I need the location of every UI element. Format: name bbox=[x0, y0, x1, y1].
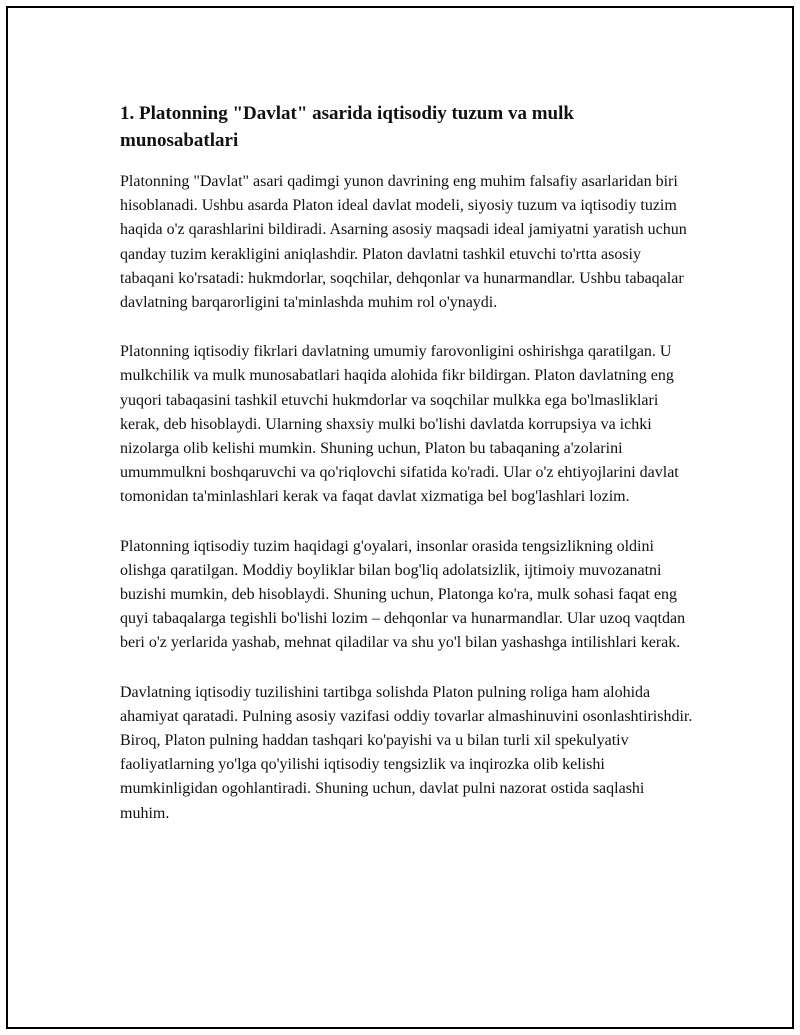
page-frame bbox=[6, 6, 794, 1029]
paragraph-2: Platonning iqtisodiy fikrlari davlatning umumiy farovonligini oshirishga qaratilgan. U mulkchilik va mulk munosabatlari haqida alohida fikr bildirgan. Platon davlatning eng yuqori tabaqasini tashkil etuvchi hukmdorlar va soqchilar mulkka ega bo'lmasliklari kerak, deb hisoblaydi. Ularning shaxsiy mulki bo'lishi davlatda korrupsiya va ichki nizolarga olib kelishi mumkin. Shuning uchun, Platon bu tabaqaning a'zolarini umummulkni boshqaruvchi va qo'riqlovchi sifatida ko'radi. Ular o'z ehtiyojlarini davlat tomonidan ta'minlashlari kerak va faqat davlat xizmatiga bel bog'lashlari lozim. bbox=[120, 343, 679, 506]
document-body bbox=[120, 100, 695, 851]
paragraph-3: Platonning iqtisodiy tuzim haqidagi g'oyalari, insonlar orasida tengsizlikning oldini olishga qaratilgan. Moddiy boyliklar bilan bog'liq adolatsizlik, ijtimoiy muvozanatni buzishi mumkin, deb hisoblaydi. Shuning uchun, Platonga ko'ra, mulk sohasi faqat eng quyi tabaqalarga tegishli bo'lishi lozim – dehqonlar va hunarmandlar. Ular uzoq vaqtdan beri o'z yerlarida yashab, mehnat qiladilar va shu yo'l bilan yashashga intilishlari kerak. bbox=[120, 537, 686, 652]
paragraph-4: Davlatning iqtisodiy tuzilishini tartibga solishda Platon pulning roliga ham alohida ahamiyat qaratadi. Pulning asosiy vazifasi oddiy tovarlar almashinuvini osonlashtirishdir. Biroq, Platon pulning haddan tashqari ko'payishi va u bilan turli xil spekulyativ faoliyatlarning yo'lga qo'yilishi iqtisodiy tengsizlik va inqirozka olib kelishi mumkinligidan ogohlantiradi. Shuning uchun, davlat pulni nazorat ostida saqlashi muhim. bbox=[120, 683, 693, 822]
section-heading: 1. Platonning "Davlat" asarida iqtisodiy tuzum va mulk munosabatlari bbox=[120, 103, 574, 151]
paragraph-1: Platonning "Davlat" asari qadimgi yunon davrining eng muhim falsafiy asarlaridan biri hisoblanadi. Ushbu asarda Platon ideal davlat modeli, siyosiy tuzum va iqtisodiy tuzim haqida o'z qarashlarini bildiradi. Asarning asosiy maqsadi ideal jamiyatni yaratish uchun qanday tuzim kerakligini aniqlashdir. Platon davlatni tashkil etuvchi to'rtta asosiy tabaqani ko'rsatadi: hukmdorlar, soqchilar, dehqonlar va hunarmandlar. Ushbu tabaqalar davlatning barqarorligini ta'minlashda muhim rol o'ynaydi. bbox=[120, 173, 687, 312]
